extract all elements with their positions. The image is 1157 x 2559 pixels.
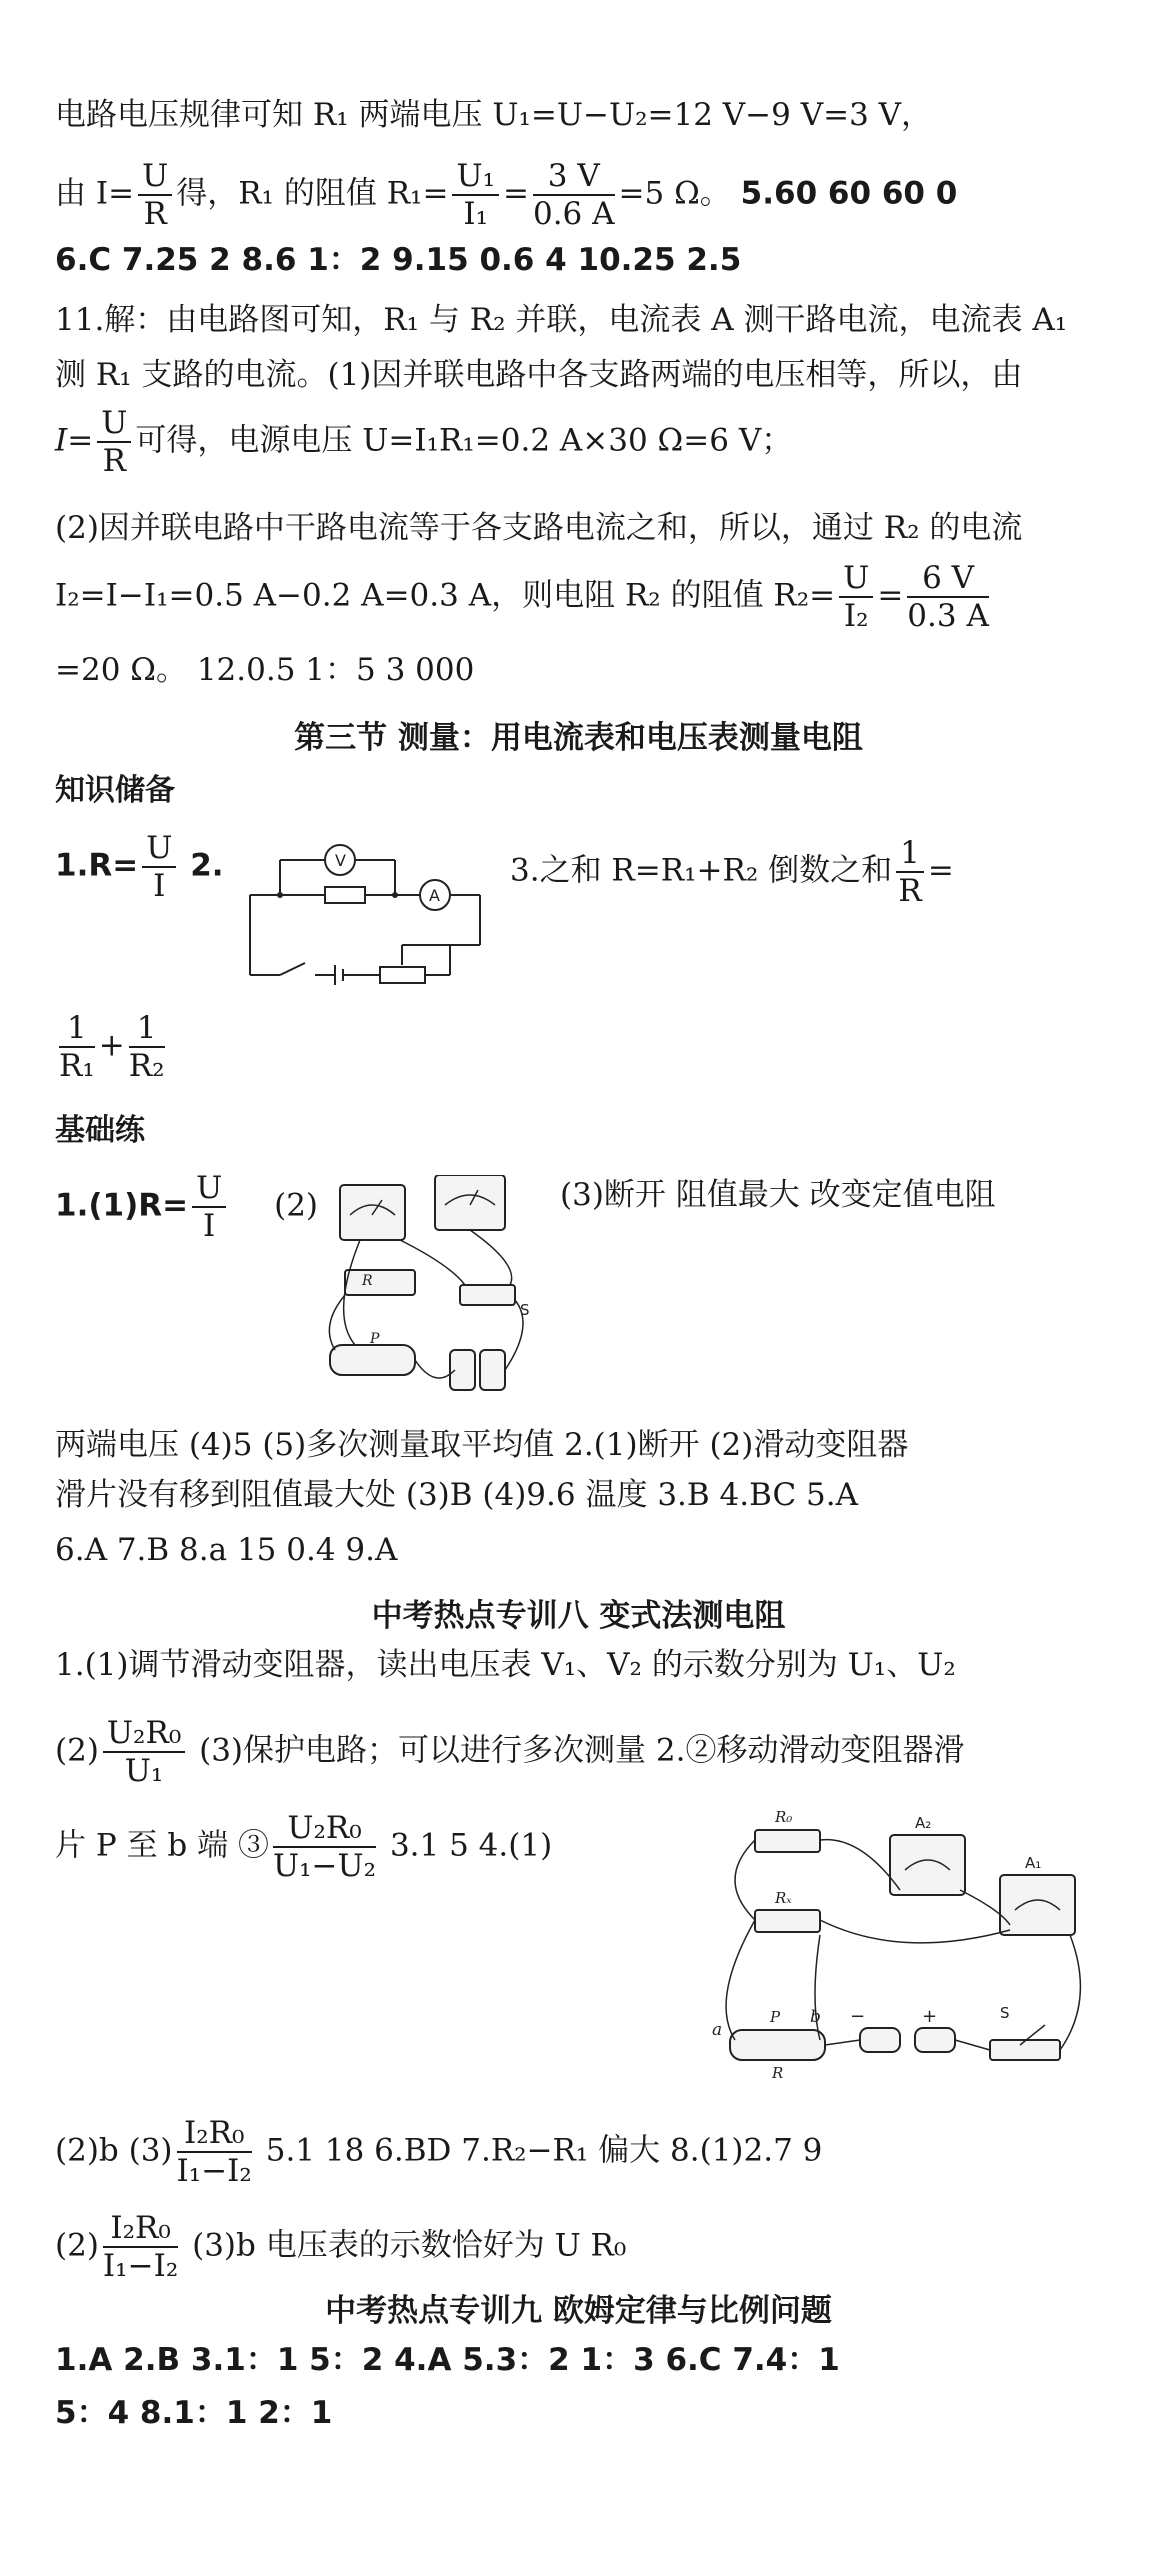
- a1-label: A₁: [1025, 1854, 1042, 1872]
- denominator: U₁: [124, 1753, 164, 1789]
- practice-heading: 基础练: [55, 1113, 145, 1148]
- r5: [55, 2210, 626, 2284]
- numerator: 3 V: [533, 158, 615, 196]
- r2-a: (2): [55, 1732, 99, 1769]
- knowledge-heading: 知识储备: [55, 773, 175, 808]
- r0-label: R₀: [775, 1808, 793, 1826]
- node-dot: [277, 892, 283, 898]
- line-6-b: 可得，电源电压 U=I₁R₁=0.2 A×30 Ω=6 V；: [135, 422, 793, 459]
- fraction: [177, 2115, 252, 2189]
- r2-b: (3)保护电路；可以进行多次测量 2.②移动滑动变阻器滑: [199, 1732, 965, 1769]
- numerator: U: [839, 560, 873, 598]
- numerator: U: [192, 1170, 226, 1208]
- p2: 两端电压 (4)5 (5)多次测量取平均值 2.(1)断开 (2)滑动变阻器: [55, 1427, 909, 1463]
- slider-label: P: [370, 1331, 380, 1347]
- fraction: [59, 1010, 95, 1084]
- fraction: [129, 1010, 165, 1084]
- apparatus-figure: [300, 1175, 540, 1410]
- section-title: 中考热点专训八 变式法测电阻: [371, 1598, 786, 1634]
- line-5: 测 R₁ 支路的电流。(1)因并联电路中各支路两端的电压相等，所以，由: [55, 357, 1023, 393]
- numerator: U: [142, 830, 176, 868]
- line-3: 6.C 7.25 2 8.6 1：2 9.15 0.6 4 10.25 2.5: [55, 242, 742, 278]
- numerator: U₁: [452, 158, 499, 196]
- q2: 5：4 8.1：1 2：1: [55, 2395, 333, 2431]
- p1-c: (3)断开 阻值最大 改变定值电阻: [560, 1177, 996, 1213]
- a2-label: A₂: [915, 1814, 932, 1832]
- line-1: 电路电压规律可知 R₁ 两端电压 U₁=U−U₂=12 V−9 V=3 V，: [55, 97, 933, 133]
- p4: 6.A 7.B 8.a 15 0.4 9.A: [55, 1532, 398, 1568]
- fraction: [138, 158, 172, 232]
- numerator: U₂R₀: [103, 1715, 185, 1753]
- fraction: [907, 560, 989, 634]
- switch-label: S: [520, 1301, 530, 1319]
- r4-b: 5.1 18 6.BD 7.R₂−R₁ 偏大 8.(1)2.7 9: [265, 2132, 823, 2169]
- fraction: [142, 830, 176, 904]
- ammeter-label: A: [429, 886, 440, 905]
- line-2-a: 由 I=: [55, 175, 135, 212]
- r4-a: (2)b (3): [55, 2132, 173, 2169]
- k-line: [55, 830, 224, 904]
- denominator: R₂: [128, 1048, 165, 1084]
- denominator: I₁−I₂: [102, 2248, 179, 2284]
- numerator: 6 V: [907, 560, 989, 598]
- line-2-b: 得，R₁ 的阻值 R₁=: [176, 175, 449, 212]
- r4: [55, 2115, 822, 2189]
- fraction: [103, 2210, 178, 2284]
- end-b-label: b: [810, 2007, 821, 2027]
- numerator: U: [97, 405, 131, 443]
- denominator: I: [203, 1208, 216, 1244]
- denominator: R: [102, 443, 126, 479]
- fraction: [103, 1715, 185, 1789]
- denominator: I₁: [463, 196, 489, 232]
- slider-p-label: P: [770, 2008, 781, 2026]
- line-8: I₂=I−I₁=0.5 A−0.2 A=0.3 A，则电阻 R₂ 的阻值 R₂= $\frac{U}{\text{I₂}}$ = $\frac{6 V}{0.3 A}$: [55, 560, 989, 634]
- numerator: 1: [129, 1010, 165, 1048]
- p1-a: 1.(1)R=: [55, 1187, 189, 1224]
- numerator: I₂R₀: [103, 2210, 178, 2248]
- denominator: R: [898, 873, 922, 909]
- section-title: 中考热点专训九 欧姆定律与比例问题: [325, 2293, 832, 2329]
- fraction: [273, 1810, 376, 1884]
- p3: 滑片没有移到阻值最大处 (3)B (4)9.6 温度 3.B 4.BC 5.A: [55, 1477, 859, 1513]
- p1-b: (2): [274, 1187, 319, 1224]
- denominator: R₁: [59, 1048, 95, 1084]
- r3-a: 片 P 至 b 端 ③: [55, 1827, 269, 1864]
- rheostat-label: R: [772, 2064, 784, 2082]
- denominator: R: [143, 196, 167, 232]
- node-dot: [392, 892, 398, 898]
- fraction: [839, 560, 873, 634]
- line-2-d: 5.60 60 60 0: [740, 175, 958, 212]
- voltmeter-label: V: [335, 851, 346, 870]
- k2: 2.: [190, 847, 224, 884]
- denominator: 0.3 A: [907, 598, 989, 634]
- line-7: (2)因并联电路中干路电流等于各支路电流之和，所以，通过 R₂ 的电流: [55, 510, 1023, 546]
- denominator: U₁−U₂: [272, 1848, 377, 1884]
- line-6: I= $\frac{U}{R}$ 可得，电源电压 U=I₁R₁=0.2 A×30 Ω=6 V；: [55, 405, 793, 479]
- plus-sign: +: [98, 1027, 125, 1064]
- line-2: 由 I= $\frac{U}{R}$ 得，R₁ 的阻值 R₁= $\frac{\text{U₁}}{\text{I₁}}$ = $\frac{3 V}{0.6 A}$ =5 Ω。 5.60 60 60 0: [55, 158, 958, 232]
- resistor-label: R: [362, 1273, 373, 1289]
- r5-a: (2): [55, 2227, 99, 2264]
- k1: 1.R=: [55, 847, 139, 884]
- circuit-diagram: [240, 835, 490, 995]
- k3-text: 3.之和 R=R₁+R₂ 倒数之和: [510, 852, 893, 889]
- r3: [55, 1810, 552, 1884]
- r5-b: (3)b 电压表的示数恰好为 U R₀: [192, 2227, 627, 2264]
- minus-terminal: −: [850, 2006, 866, 2027]
- denominator: I: [153, 868, 166, 904]
- numerator: U₂R₀: [273, 1810, 376, 1848]
- denominator: I₁−I₂: [176, 2153, 252, 2189]
- line-2-c: =5 Ω。: [618, 175, 731, 212]
- line-9: =20 Ω。 12.0.5 1：5 3 000: [55, 652, 475, 688]
- fraction: [97, 405, 131, 479]
- k3-cont: [55, 1010, 169, 1084]
- plus-terminal: +: [922, 2006, 938, 2027]
- k3: [510, 835, 954, 909]
- apparatus-figure: [700, 1800, 1100, 2085]
- numerator: 1: [59, 1010, 95, 1048]
- section-title: 第三节 测量：用电流表和电压表测量电阻: [294, 720, 863, 756]
- fraction: [192, 1170, 226, 1244]
- q1: 1.A 2.B 3.1：1 5：2 4.A 5.3：2 1：3 6.C 7.4：1: [55, 2342, 840, 2378]
- p1: [55, 1170, 318, 1244]
- denominator: 0.6 A: [532, 196, 615, 232]
- numerator: 1: [896, 835, 924, 873]
- end-a-label: a: [712, 2020, 723, 2040]
- numerator: I₂R₀: [177, 2115, 252, 2153]
- numerator: U: [138, 158, 172, 196]
- line-8-a: I₂=I−I₁=0.5 A−0.2 A=0.3 A，则电阻 R₂ 的阻值 R₂=: [55, 577, 836, 614]
- rx-label: Rₓ: [775, 1889, 792, 1907]
- r2: [55, 1715, 964, 1789]
- fraction: [533, 158, 615, 232]
- switch-label: S: [1000, 2004, 1010, 2022]
- fraction: [452, 158, 499, 232]
- denominator: I₂: [843, 598, 869, 634]
- r1: 1.(1)调节滑动变阻器，读出电压表 V₁、V₂ 的示数分别为 U₁、U₂: [55, 1647, 956, 1683]
- k3-equals: =: [927, 852, 954, 889]
- r3-b: 3.1 5 4.(1): [389, 1827, 553, 1864]
- line-4: 11.解：由电路图可知，R₁ 与 R₂ 并联，电流表 A 测干路电流，电流表 A₁: [55, 302, 1068, 338]
- fraction: [896, 835, 924, 909]
